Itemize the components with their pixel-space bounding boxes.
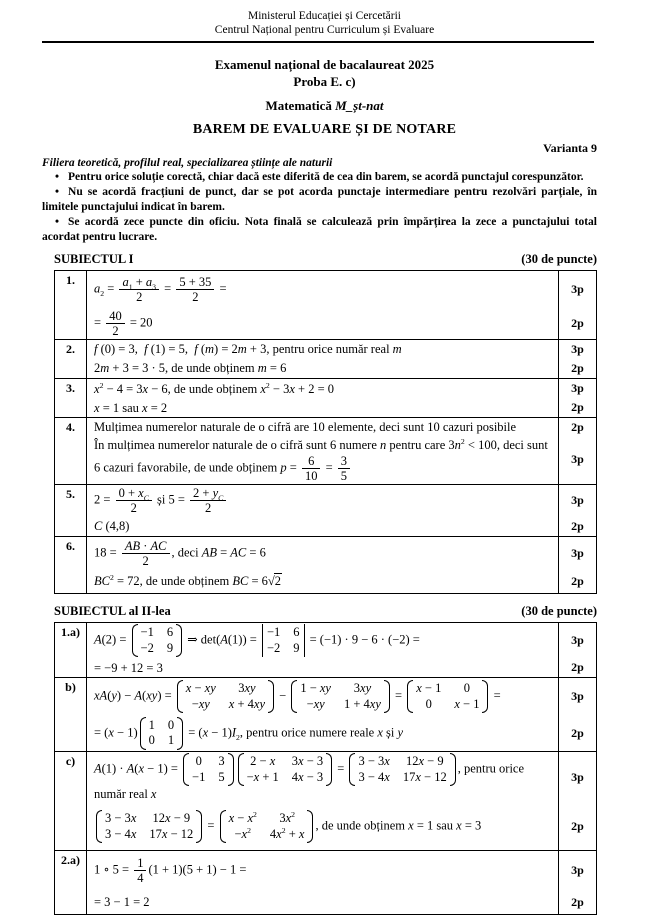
header-divider bbox=[42, 41, 594, 43]
answer-line: $BC^2 = 72$, de unde obținem BC = 6√2 bbox=[94, 573, 282, 589]
row-number: c) bbox=[55, 752, 87, 850]
points-cell: 2p bbox=[558, 716, 596, 751]
answer-line: = −9 + 12 = 3 bbox=[94, 660, 163, 675]
exam-title: Examenul național de bacalaureat 2025 bbox=[214, 57, 435, 73]
table-row bbox=[55, 271, 596, 339]
points-cell: 3p bbox=[558, 623, 596, 659]
answer-line: $x^2 - 4 = 3x - 6$, de unde obținem $x^2 - 3x + 2 = 0$ bbox=[94, 380, 335, 396]
row-number: b) bbox=[55, 678, 87, 751]
instruction-bullet bbox=[42, 215, 597, 245]
row-number: 2.a) bbox=[55, 851, 87, 914]
answer-line: Mulțimea numerelor naturale de o cifră are 10 elemente, deci sunt 10 cazuri posibile bbox=[94, 420, 517, 435]
section-title: SUBIECTUL I bbox=[54, 251, 134, 266]
instruction-text: Nu se acordă fracțiuni de punct, dar se pot acorda punctaje intermediare pentru rezolvări parțiale, în limitele punctajului indicat în barem. bbox=[42, 186, 597, 213]
section-1-header bbox=[54, 252, 597, 267]
answer-line: xA(y) − A(xy) = x − xy 3xy −xy x + 4xy − 1 − xy 3xy −xy 1 + 4xy = x − 1 0 0 x − 1 = bbox=[87, 679, 558, 714]
instruction-text: Pentru orice soluție corectă, chiar dacă este diferită de cea din barem, se acordă punctajul corespunzător. bbox=[68, 171, 584, 184]
answer-line: A(2) = −1 6 −2 9 ⇒ det(A(1)) = −1 6 −2 9 = (−1) · 9 − 6 · (−2) = bbox=[87, 623, 558, 658]
table-row bbox=[55, 339, 596, 378]
table-row bbox=[55, 751, 596, 850]
points-cell: 3p bbox=[558, 379, 596, 399]
instruction-bullet bbox=[42, 185, 597, 215]
subject-title bbox=[0, 98, 649, 114]
answer-line: = 3 − 1 = 2 bbox=[94, 894, 150, 909]
ministry-header bbox=[0, 0, 649, 37]
table-row bbox=[55, 850, 596, 914]
bullet-icon: • bbox=[55, 215, 60, 228]
barem-title: BAREM DE EVALUARE ȘI DE NOTARE bbox=[192, 122, 457, 138]
points-cell: 3p bbox=[558, 752, 596, 804]
points-cell: 2p bbox=[558, 399, 596, 417]
section-2-header bbox=[54, 604, 597, 619]
instructions-list bbox=[42, 170, 597, 245]
row-number: 1.a) bbox=[55, 623, 87, 677]
answer-line: x = 1 sau x = 2 bbox=[94, 400, 168, 415]
row-number: 4. bbox=[55, 418, 87, 484]
points-cell: 2p bbox=[558, 517, 596, 536]
answer-line: = (x − 1) 1 0 0 1 = $(x - 1)I_2$, pentru orice numere reale x și y bbox=[87, 716, 558, 751]
section-points: (30 de puncte) bbox=[521, 251, 597, 266]
answer-line: C (4,8) bbox=[94, 518, 130, 533]
points-cell: 3p bbox=[558, 678, 596, 716]
section-title: SUBIECTUL al II-lea bbox=[54, 603, 171, 618]
table-row bbox=[55, 677, 596, 751]
bullet-icon: • bbox=[55, 186, 60, 199]
proba-title: Proba E. c) bbox=[293, 74, 356, 90]
bullet-icon: • bbox=[55, 171, 60, 184]
points-cell: 3p bbox=[558, 537, 596, 571]
title-block bbox=[0, 57, 649, 138]
ministry-line-2: Centrul Național pentru Curriculum și Evaluare bbox=[214, 23, 435, 36]
points-cell: 2p bbox=[558, 308, 596, 339]
points-cell: 2p bbox=[558, 659, 596, 677]
table-row bbox=[55, 623, 596, 677]
filiera-note: Filiera teoretică, profilul real, specializarea științe ale naturii bbox=[42, 157, 333, 170]
instruction-bullet bbox=[42, 170, 597, 185]
points-cell: 2p bbox=[558, 571, 596, 593]
points-cell: 2p bbox=[558, 804, 596, 850]
answer-line: 2 = $\frac{0 + x_C}{2}$ și 5 = $\frac{2 + y_C}{2}$ bbox=[87, 485, 558, 516]
answer-line: 2m + 3 = 3 · 5, de unde obținem m = 6 bbox=[94, 361, 287, 376]
points-cell: 2p bbox=[558, 891, 596, 914]
row-number: 2. bbox=[55, 340, 87, 378]
points-cell: 3p bbox=[558, 436, 596, 483]
answer-line: 18 = $\frac{AB \cdot AC}{2}$ , deci AB = AC = 6 bbox=[94, 539, 266, 569]
table-row bbox=[55, 417, 596, 484]
table-row bbox=[55, 484, 596, 536]
subject-prefix: Matematică bbox=[265, 98, 336, 114]
table-row bbox=[55, 536, 596, 593]
answer-line: În mulțimea numerelor naturale de o cifră sunt 6 numere n pentru care $3n^2 < 100$, deci sunt 6 cazuri favorabile, de unde obținem p = $\frac{6}{10}$ = $\frac{3}{5}$ bbox=[94, 437, 548, 483]
points-cell: 3p bbox=[558, 340, 596, 359]
points-cell: 2p bbox=[558, 418, 596, 436]
row-number: 5. bbox=[55, 485, 87, 536]
section-points: (30 de puncte) bbox=[521, 603, 597, 618]
answer-line: 1 ∘ 5 = $\frac{1}{4}$ (1 + 1)(5 + 1) − 1 = bbox=[94, 856, 247, 886]
answer-line: 3 − 3x 12x − 9 3 − 4x 17x − 12 = $x - x^2$ $3x^2$ $-x^2$ $4x^2 + x$ , de unde obținem x = 1 sau x = 3 bbox=[87, 809, 558, 844]
barem-table-1 bbox=[54, 270, 597, 594]
row-number: 1. bbox=[55, 271, 87, 339]
points-cell: 3p bbox=[558, 271, 596, 308]
points-cell: 2p bbox=[558, 359, 596, 378]
subject-code: M_șt-nat bbox=[335, 98, 384, 114]
ministry-line-1: Ministerul Educației și Cercetării bbox=[248, 10, 401, 22]
row-number: 6. bbox=[55, 537, 87, 593]
instruction-text: Se acordă zece puncte din oficiu. Nota finală se calculează prin împărțirea la zece a punctajului total acordat pentru lucrare. bbox=[42, 215, 597, 243]
variant-label: Varianta 9 bbox=[543, 141, 597, 156]
answer-line: f (0) = 3, f (1) = 5, f (m) = 2m + 3, pentru orice număr real m bbox=[94, 342, 402, 357]
answer-line: = $\frac{40}{2}$ = 20 bbox=[94, 308, 153, 338]
points-cell: 3p bbox=[558, 485, 596, 517]
barem-table-2 bbox=[54, 622, 597, 915]
row-number: 3. bbox=[55, 379, 87, 417]
answer-line: $a_2$ = $\frac{a_1 + a_3}{2}$ = $\frac{5 + 35}{2}$ = bbox=[94, 274, 227, 304]
points-cell: 3p bbox=[558, 851, 596, 891]
table-row bbox=[55, 378, 596, 417]
answer-line: A(1) · A(x − 1) = 0 3 −1 5 2 − x 3x − 3 −x + 1 4x − 3 = 3 − 3x 12x − 9 3 − 4x 17x − 12 , pentru orice număr real x bbox=[94, 754, 525, 802]
